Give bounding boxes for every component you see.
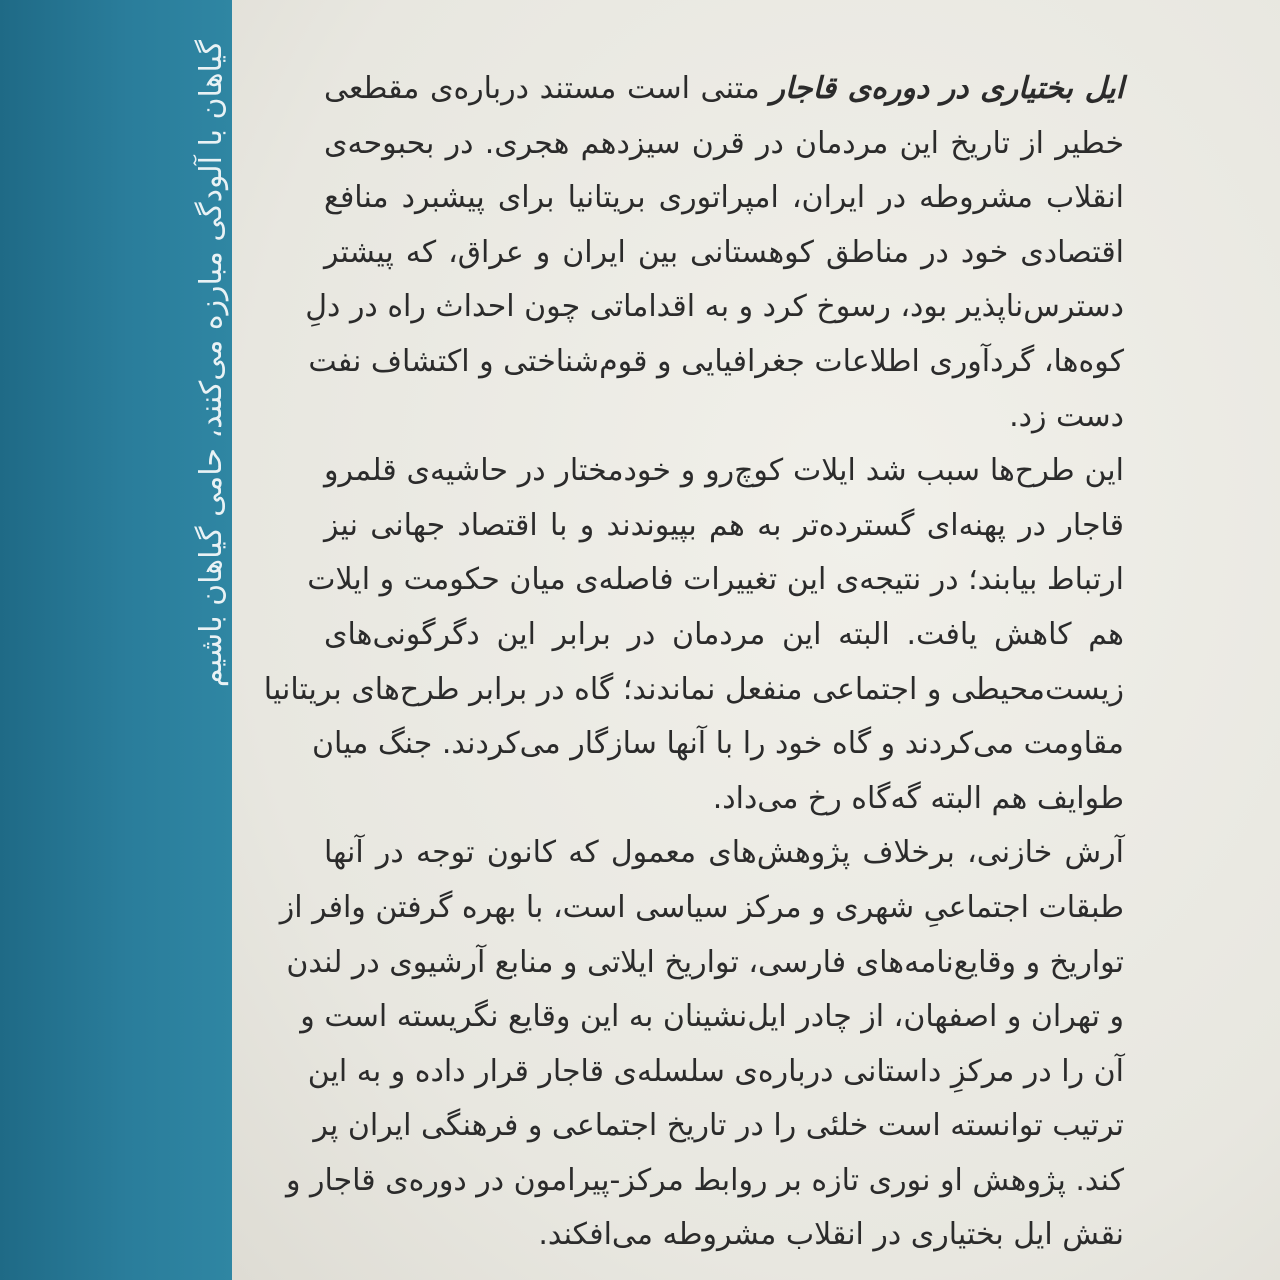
back-cover-blurb [263, 62, 1124, 1263]
blurb-line: آرش خازنی، برخلاف پژوهش‌های معمول که کانون توجه در آنها [324, 835, 1124, 871]
blurb-line: و تهران و اصفهان، از چادر ایل‌نشینان به این وقایع نگریسته است و [300, 999, 1124, 1035]
blurb-line: خطیر از تاریخ این مردمان در قرن سیزدهم هجری. در بحبوحه‌ی [324, 125, 1124, 161]
blurb-line: دسترس‌ناپذیر بود، رسوخ کرد و به اقداماتی چون احداث راه در دلِ [305, 289, 1124, 325]
blurb-line: این طرح‌ها سبب شد ایلات کوچ‌رو و خودمختار در حاشیه‌ی قلمرو [324, 453, 1124, 489]
blurb-line: کند. پژوهش او نوری تازه بر روابط مرکز-پیرامون در دوره‌ی قاجار و [285, 1162, 1124, 1198]
blurb-line: اقتصادی خود در مناطق کوهستانی بین ایران و عراق، که پیشتر [324, 234, 1124, 270]
blurb-line: زیست‌محیطی و اجتماعی منفعل نماندند؛ گاه در برابر طرح‌های بریتانیا [263, 671, 1124, 707]
book-title: ایل بختیاری در دوره‌ی قاجار [770, 71, 1124, 106]
blurb-line: قاجار در پهنه‌ای گسترده‌تر به هم بپیوندند و با اقتصاد جهانی نیز [324, 507, 1124, 543]
blurb-line: کوه‌ها، گردآوری اطلاعات جغرافیایی و قوم‌شناختی و اکتشاف نفت [308, 343, 1124, 379]
blurb-line: انقلاب مشروطه در ایران، امپراتوری بریتانیا برای پیشبرد منافع [324, 180, 1124, 216]
blurb-line: نقش ایل بختیاری در انقلاب مشروطه می‌افکند. [538, 1217, 1124, 1253]
blurb-line: آن را در مرکزِ داستانی درباره‌ی سلسله‌ی قاجار قرار داده و به این [307, 1053, 1124, 1089]
blurb-line: دست زد. [1009, 398, 1124, 434]
blurb-text: متنی است مستند درباره‌ی مقطعی [324, 71, 771, 106]
book-spine [0, 0, 232, 1280]
blurb-line: مقاومت می‌کردند و گاه خود را با آنها سازگار می‌کردند. جنگ میان [312, 726, 1124, 762]
blurb-line: طبقات اجتماعیِ شهری و مرکز سیاسی است، با بهره گرفتن وافر از [279, 889, 1124, 925]
blurb-line: ارتباط بیابند؛ در نتیجه‌ی این تغییرات فاصله‌ی میان حکومت و ایلات [307, 562, 1124, 598]
spine-slogan: گیاهان با آلودگی مبارزه می‌کنند، حامی گیاهان باشیم [194, 40, 229, 688]
blurb-line: تواریخ و وقایع‌نامه‌های فارسی، تواریخ ایلاتی و منابع آرشیوی در لندن [286, 944, 1124, 980]
blurb-line: طوایف هم البته گه‌گاه رخ می‌داد. [712, 780, 1124, 816]
blurb-line: هم کاهش یافت. البته این مردمان در برابر این دگرگونی‌های [324, 616, 1124, 652]
blurb-line [324, 62, 1124, 117]
blurb-line: ترتیب توانسته است خلئی را در تاریخ اجتماعی و فرهنگی ایران پر [313, 1108, 1124, 1144]
